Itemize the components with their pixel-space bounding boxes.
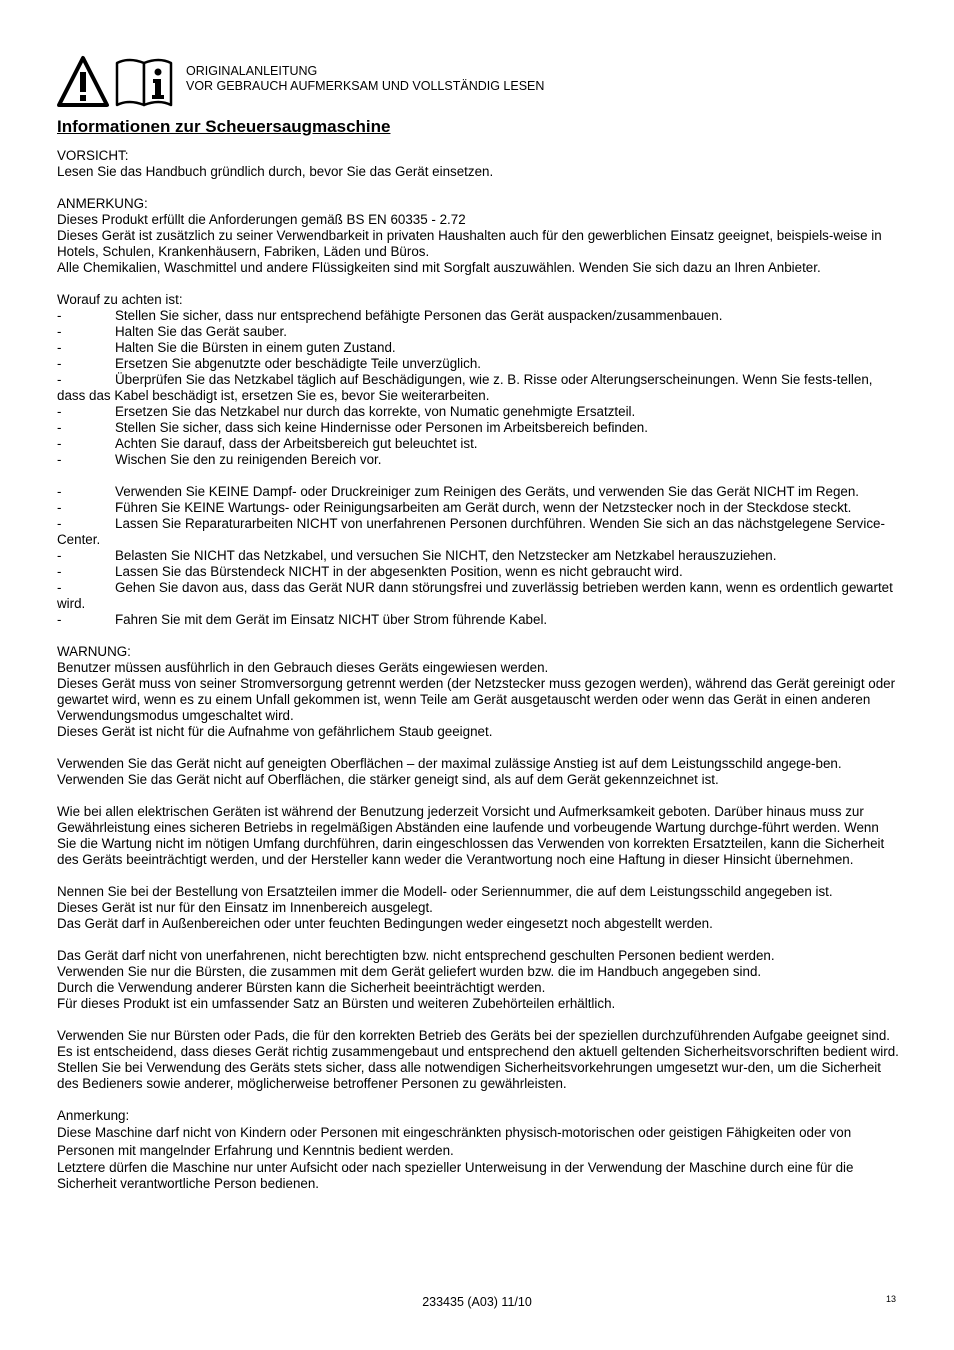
bullet-dash: -: [57, 372, 62, 387]
bullet-dash: -: [57, 500, 62, 515]
list-item: [57, 372, 899, 404]
anmerkung-text: Dieses Gerät ist zusätzlich zu seiner Verwendbarkeit in privaten Haushalten auch für den gewerblichen Einsatz geeignet, beispiels-weise in Hotels, Schulen, Krankenhäusern, Fabriken, Läden und Büros.: [57, 228, 882, 259]
list-item: [57, 516, 899, 548]
personen-section: [57, 948, 899, 1012]
paragraph-text: Nennen Sie bei der Bestellung von Ersatzteilen immer die Modell- oder Seriennummer, die auf dem Leistungsschild angegeben ist.: [57, 884, 833, 899]
list-item: [57, 420, 899, 436]
bullet-dash: -: [57, 308, 62, 323]
anmerkung-section: [57, 196, 899, 276]
paragraph-text: Das Gerät darf in Außenbereichen oder unter feuchten Bedingungen weder eingesetzt noch abgestellt werden.: [57, 916, 713, 931]
list-item: [57, 308, 899, 324]
verbote-section: [57, 484, 899, 628]
list-item: [57, 612, 899, 628]
list-item-text: Ersetzen Sie abgenutzte oder beschädigte Teile unverzüglich.: [115, 356, 481, 371]
ersatzteile-section: [57, 884, 899, 932]
bullet-dash: -: [57, 452, 62, 467]
paragraph-text: Verwenden Sie nur Bürsten oder Pads, die für den korrekten Betrieb des Geräts bei der speziellen durchzuführenden Aufgabe geeignet sind.: [57, 1028, 890, 1043]
list-item-text: Ersetzen Sie das Netzkabel nur durch das korrekte, von Numatic genehmigte Ersatzteil.: [115, 404, 636, 419]
vorsicht-section: [57, 148, 899, 180]
paragraph-text: Verwenden Sie das Gerät nicht auf geneigten Oberflächen – der maximal zulässige Anstieg ist auf dem Leistungsschild angege-ben.: [57, 756, 842, 771]
list-item-text: Halten Sie die Bürsten in einem guten Zustand.: [115, 340, 396, 355]
header-text: [186, 64, 544, 94]
paragraph-text: Das Gerät darf nicht von unerfahrenen, nicht berechtigten bzw. nicht entsprechend geschulten Personen bedient werden.: [57, 948, 775, 963]
list-item: [57, 452, 899, 468]
bullet-dash: -: [57, 420, 62, 435]
warnung-heading: WARNUNG:: [57, 644, 131, 659]
bullet-dash: -: [57, 340, 62, 355]
list-item: [57, 436, 899, 452]
worauf-heading: Worauf zu achten ist:: [57, 292, 183, 307]
list-item-text: Belasten Sie NICHT das Netzkabel, und versuchen Sie NICHT, den Netzstecker am Netzkabel herauszuziehen.: [115, 548, 777, 563]
list-item-text: Fahren Sie mit dem Gerät im Einsatz NICHT über Strom führende Kabel.: [115, 612, 548, 627]
paragraph-text: Dieses Gerät ist nur für den Einsatz im Innenbereich ausgelegt.: [57, 900, 433, 915]
list-item: [57, 580, 899, 612]
list-item: [57, 356, 899, 372]
anmerkung-text: Alle Chemikalien, Waschmittel und andere Flüssigkeiten sind mit Sorgfalt auszuwählen. Wenden Sie sich dazu an Ihren Anbieter.: [57, 260, 821, 275]
list-item-text: Stellen Sie sicher, dass sich keine Hindernisse oder Personen im Arbeitsbereich befinden.: [115, 420, 648, 435]
paragraph-text: Verwenden Sie nur die Bürsten, die zusammen mit dem Gerät geliefert wurden bzw. die im Handbuch angegeben sind.: [57, 964, 762, 979]
bullet-dash: -: [57, 356, 62, 371]
anmerkung2-heading: Anmerkung:: [57, 1108, 130, 1123]
document-code: 233435 (A03) 11/10: [422, 1295, 532, 1309]
list-item-text: Überprüfen Sie das Netzkabel täglich auf Beschädigungen, wie z. B. Risse oder Alterungserscheinungen. Wenn Sie fests-tellen, dass das Kabel beschädigt ist, ersetzen Sie es, bevor Sie weiterarbeiten.: [57, 372, 873, 403]
list-item: [57, 564, 899, 580]
header-icons: [57, 55, 177, 109]
list-item-text: Achten Sie darauf, dass der Arbeitsbereich gut beleuchtet ist.: [115, 436, 478, 451]
anmerkung2-section: [57, 1108, 899, 1192]
header-line-2: VOR GEBRAUCH AUFMERKSAM UND VOLLSTÄNDIG LESEN: [186, 79, 545, 93]
list-item-text: Gehen Sie davon aus, dass das Gerät NUR dann störungsfrei und zuverlässig betrieben werden kann, wenn es ordentlich gewartet wird.: [57, 580, 893, 611]
vorsicht-heading: VORSICHT:: [57, 148, 129, 163]
list-item-text: Wischen Sie den zu reinigenden Bereich vor.: [115, 452, 382, 467]
warnung-text: Benutzer müssen ausführlich in den Gebrauch dieses Geräts eingewiesen werden.: [57, 660, 549, 675]
elektrisch-section: [57, 804, 899, 868]
paragraph-text: Letztere dürfen die Maschine nur unter Aufsicht oder nach spezieller Unterweisung in der Verwendung der Maschine durch eine für die Sicherheit verantwortliche Person bedienen.: [57, 1160, 854, 1191]
list-item-text: Führen Sie KEINE Wartungs- oder Reinigungsarbeiten am Gerät durch, wenn der Netzstecker noch in der Steckdose steckt.: [115, 500, 852, 515]
paragraph-text: Es ist entscheidend, dass dieses Gerät richtig zusammengebaut und entsprechend den aktuell geltenden Sicherheitsvorschriften bedient wird. Stellen Sie bei Verwendung des Geräts stets sicher, dass alle notwendigen Sicherheitsvorkehrungen umgesetzt wur-den, um die Sicherheit des Bedieners sowie anderer, möglicherweise betroffener Personen zu gewährleisten.: [57, 1044, 899, 1091]
bullet-dash: -: [57, 548, 62, 563]
warnung-text: Dieses Gerät muss von seiner Stromversorgung getrennt werden (der Netzstecker muss gezogen werden), während das Gerät gereinigt oder gewartet wird, wenn es zu einem Unfall gekommen ist, wenn Teile am Gerät ausgetauscht werden oder wenn das Gerät in einen anderen Verwendungsmodus umgeschaltet wird.: [57, 676, 896, 723]
bullet-dash: -: [57, 564, 62, 579]
list-item: [57, 548, 899, 564]
list-item-text: Lassen Sie Reparaturarbeiten NICHT von unerfahrenen Personen durchführen. Wenden Sie sich an das nächstgelegene Service-Center.: [57, 516, 885, 547]
list-item-text: Halten Sie das Gerät sauber.: [115, 324, 287, 339]
paragraph-text: Wie bei allen elektrischen Geräten ist während der Benutzung jederzeit Vorsicht und Aufmerksamkeit geboten. Darüber hinaus muss zur Gewährleistung eines sicheren Betriebs in regelmäßigen Abständen eine laufende und vorbeugende Wartung durchge-führt werden. Wenn Sie die Wartung nicht im nötigen Umfang durchführen, darin eingeschlossen das Verwenden von korrekten Ersatzteilen, kann die Sicherheit des Geräts beeinträchtigt werden, und der Hersteller kann weder die Verantwortung noch eine Haftung in dieser Hinsicht übernehmen.: [57, 804, 885, 867]
anmerkung-text: Dieses Produkt erfüllt die Anforderungen gemäß BS EN 60335 - 2.72: [57, 212, 466, 227]
warning-triangle-icon: [57, 55, 177, 109]
warnung-section: [57, 644, 899, 740]
list-item-text: Verwenden Sie KEINE Dampf- oder Druckreiniger zum Reinigen des Geräts, und verwenden Sie das Gerät NICHT im Regen.: [115, 484, 860, 499]
bullet-dash: -: [57, 580, 62, 595]
paragraph-text: Diese Maschine darf nicht von Kindern oder Personen mit eingeschränkten physisch-motorischen oder geistigen Fähigkeiten oder von Personen mit mangelnder Erfahrung und Kenntnis bedient werden.: [57, 1125, 852, 1158]
list-item: [57, 500, 899, 516]
document-body: [57, 148, 899, 1208]
bullet-dash: -: [57, 516, 62, 531]
paragraph-text: Für dieses Produkt ist ein umfassender Satz an Bürsten und weiteren Zubehörteilen erhältlich.: [57, 996, 616, 1011]
bullet-dash: -: [57, 436, 62, 451]
list-item: [57, 484, 899, 500]
list-item-text: Stellen Sie sicher, dass nur entsprechend befähigte Personen das Gerät auspacken/zusammenbauen.: [115, 308, 723, 323]
paragraph-text: Verwenden Sie das Gerät nicht auf Oberflächen, die stärker geneigt sind, als auf dem Gerät gekennzeichnet ist.: [57, 772, 719, 787]
warnung-text: Dieses Gerät ist nicht für die Aufnahme von gefährlichem Staub geeignet.: [57, 724, 493, 739]
manual-info-icon: [117, 60, 171, 105]
worauf-section: [57, 292, 899, 468]
list-item-text: Lassen Sie das Bürstendeck NICHT in der abgesenkten Position, wenn es nicht gebraucht wird.: [115, 564, 683, 579]
pads-section: [57, 1028, 899, 1092]
header-line-1: ORIGINALANLEITUNG: [186, 64, 318, 78]
paragraph-text: Durch die Verwendung anderer Bürsten kann die Sicherheit beeinträchtigt werden.: [57, 980, 546, 995]
bullet-dash: -: [57, 612, 62, 627]
bullet-dash: -: [57, 484, 62, 499]
list-item: [57, 404, 899, 420]
vorsicht-text: Lesen Sie das Handbuch gründlich durch, bevor Sie das Gerät einsetzen.: [57, 164, 494, 179]
bullet-dash: -: [57, 324, 62, 339]
page-title: Informationen zur Scheuersaugmaschine: [57, 117, 391, 136]
bullet-dash: -: [57, 404, 62, 419]
list-item: [57, 340, 899, 356]
page-number: 13: [886, 1294, 897, 1304]
list-item: [57, 324, 899, 340]
anmerkung-heading: ANMERKUNG:: [57, 196, 148, 211]
oberflaechen-section: [57, 756, 899, 788]
